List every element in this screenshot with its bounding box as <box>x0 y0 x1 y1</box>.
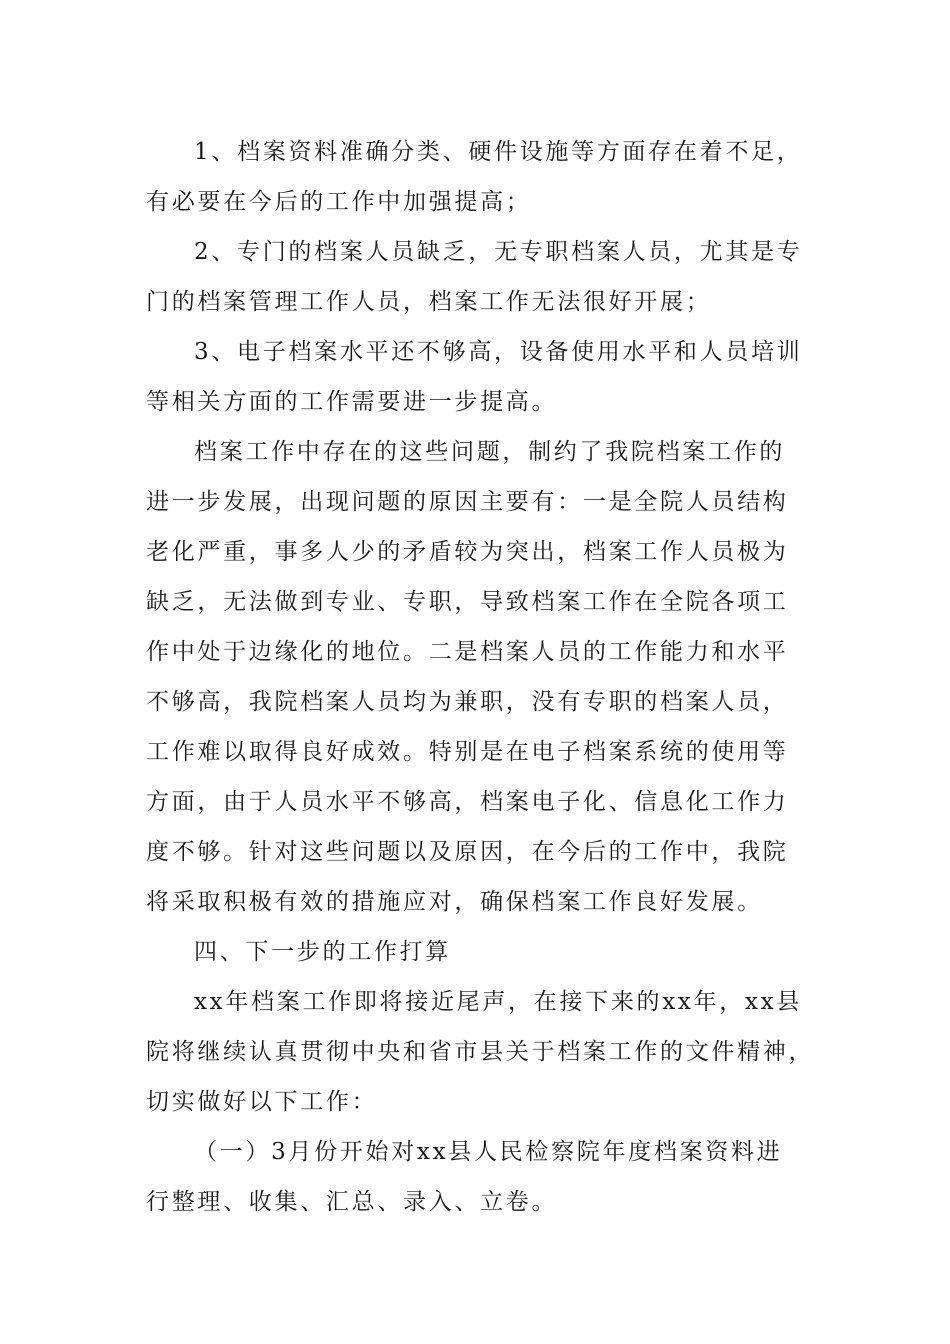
plan-paragraph-line-3: 切实做好以下工作： <box>146 1089 378 1115</box>
problems-paragraph-line-10: 将采取积极有效的措施应对，确保档案工作良好发展。 <box>146 889 763 915</box>
document-body <box>146 127 815 1227</box>
problems-paragraph-line-1: 档案工作中存在的这些问题，制约了我院档案工作的 <box>194 439 786 465</box>
item-1-line-1: 1、档案资料准确分类、硬件设施等方面存在着不足， <box>194 139 803 165</box>
item-2-line-2: 门的档案管理工作人员，档案工作无法很好开展； <box>146 289 712 315</box>
plan-paragraph-line-2: 院将继续认真贯彻中央和省市县关于档案工作的文件精神， <box>146 1039 815 1065</box>
problems-paragraph-line-4: 缺乏，无法做到专业、专职，导致档案工作在全院各项工 <box>146 589 789 615</box>
plan-item-1-line-1: （一）3月份开始对xx县人民检察院年度档案资料进 <box>194 1139 783 1165</box>
problems-paragraph-line-5: 作中处于边缘化的地位。二是档案人员的工作能力和水平 <box>146 639 789 665</box>
item-1-line-2: 有必要在今后的工作中加强提高； <box>146 189 532 215</box>
problems-paragraph-line-9: 度不够。针对这些问题以及原因，在今后的工作中，我院 <box>146 839 789 865</box>
plan-paragraph-line-1: xx年档案工作即将接近尾声，在接下来的xx年，xx县 <box>194 989 803 1015</box>
plan-item-1-line-2: 行整理、收集、汇总、录入、立卷。 <box>146 1189 558 1215</box>
problems-paragraph-line-6: 不够高，我院档案人员均为兼职，没有专职的档案人员， <box>146 689 789 715</box>
problems-paragraph-line-3: 老化严重，事多人少的矛盾较为突出，档案工作人员极为 <box>146 539 789 565</box>
item-3-line-1: 3、电子档案水平还不够高，设备使用水平和人员培训 <box>194 339 803 365</box>
problems-paragraph-line-8: 方面，由于人员水平不够高，档案电子化、信息化工作力 <box>146 789 789 815</box>
item-2-line-1: 2、专门的档案人员缺乏，无专职档案人员，尤其是专 <box>194 239 803 265</box>
item-3-line-2: 等相关方面的工作需要进一步提高。 <box>146 389 558 415</box>
section-heading: 四、下一步的工作打算 <box>194 939 451 965</box>
problems-paragraph-line-7: 工作难以取得良好成效。特别是在电子档案系统的使用等 <box>146 739 789 765</box>
problems-paragraph-line-2: 进一步发展，出现问题的原因主要有：一是全院人员结构 <box>146 489 789 515</box>
